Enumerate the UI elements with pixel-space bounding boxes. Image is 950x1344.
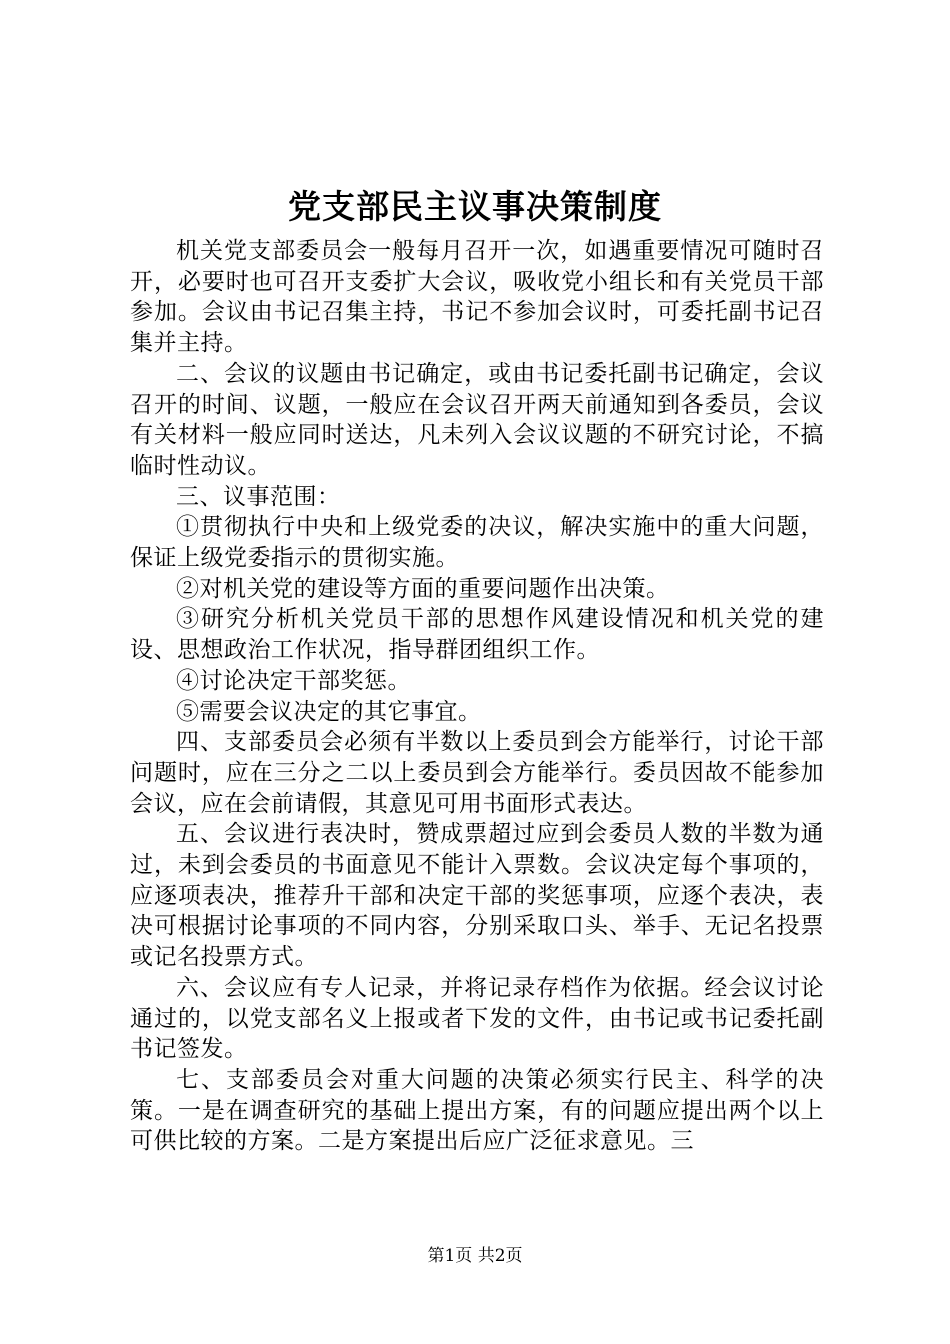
paragraph: 机关党支部委员会一般每月召开一次，如遇重要情况可随时召开，必要时也可召开支委扩大会议，吸收党小组长和有关党员干部参加。会议由书记召集主持，书记不参加会议时，可委托副书记召集并主持。 bbox=[130, 238, 824, 357]
paragraph: 五、会议进行表决时，赞成票超过应到会委员人数的半数为通过，未到会委员的书面意见不能计入票数。会议决定每个事项的，应逐项表决，推荐升干部和决定干部的奖惩事项，应逐个表决，表决可根据讨论事项的不同内容，分别采取口头、举手、无记名投票或记名投票方式。 bbox=[130, 821, 824, 971]
paragraph: ①贯彻执行中央和上级党委的决议，解决实施中的重大问题，保证上级党委指示的贯彻实施。 bbox=[130, 514, 824, 572]
paragraph: ③研究分析机关党员干部的思想作风建设情况和机关党的建设、思想政治工作状况，指导群团组织工作。 bbox=[130, 606, 824, 664]
page-number-footer: 第1页 共2页 bbox=[427, 1246, 523, 1266]
document-title: 党支部民主议事决策制度 bbox=[288, 187, 662, 226]
paragraph: 六、会议应有专人记录，并将记录存档作为依据。经会议讨论通过的，以党支部名义上报或者下发的文件，由书记或书记委托副书记签发。 bbox=[130, 974, 824, 1063]
paragraph: 四、支部委员会必须有半数以上委员到会方能举行，讨论干部问题时，应在三分之二以上委员到会方能举行。委员因故不能参加会议，应在会前请假，其意见可用书面形式表达。 bbox=[130, 729, 824, 817]
paragraph: ⑤需要会议决定的其它事宜。 bbox=[176, 698, 482, 725]
paragraph: ②对机关党的建设等方面的重要问题作出决策。 bbox=[176, 575, 670, 602]
document-body bbox=[130, 236, 824, 1157]
paragraph: ④讨论决定干部奖惩。 bbox=[176, 667, 411, 694]
paragraph: 七、支部委员会对重大问题的决策必须实行民主、科学的决策。一是在调查研究的基础上提出方案，有的问题应提出两个以上可供比较的方案。二是方案提出后应广泛征求意见。三 bbox=[130, 1066, 824, 1155]
paragraph: 二、会议的议题由书记确定，或由书记委托副书记确定，会议召开的时间、议题，一般应在会议召开两天前通知到各委员，会议有关材料一般应同时送达，凡未列入会议议题的不研究讨论，不搞临时性动议。 bbox=[130, 360, 824, 479]
paragraph: 三、议事范围： bbox=[176, 483, 341, 510]
